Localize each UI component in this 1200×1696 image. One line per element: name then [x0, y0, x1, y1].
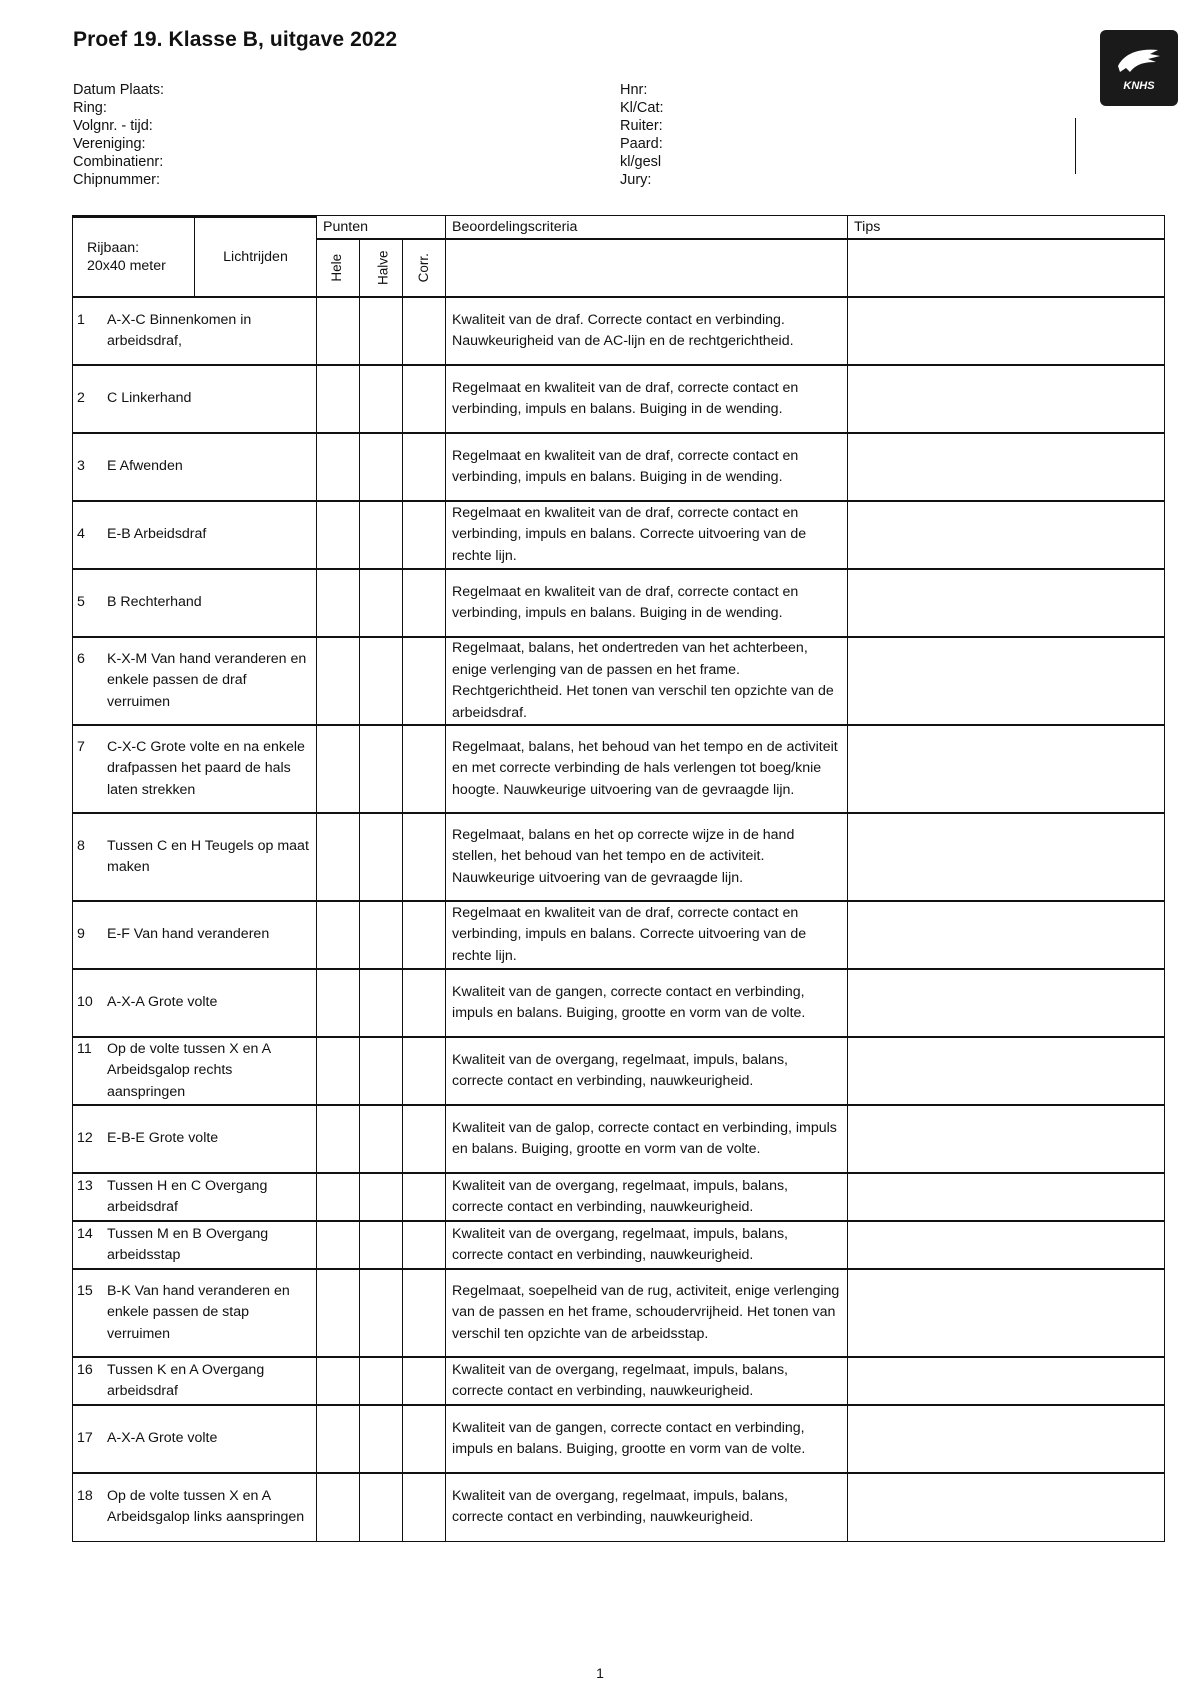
exercise-number: 14 — [77, 1225, 93, 1242]
criteria-cell: Kwaliteit van de gangen, correcte contact en verbinding, impuls en balans. Buiging, grootte en vorm van de volte. — [446, 969, 848, 1037]
score-halve-cell[interactable] — [360, 501, 403, 569]
score-corr-cell[interactable] — [403, 1269, 446, 1357]
exercise-number: 3 — [77, 458, 85, 475]
criteria-cell: Kwaliteit van de overgang, regelmaat, impuls, balans, correcte contact en verbinding, nauwkeurigheid. — [446, 1473, 848, 1541]
exercise-number: 6 — [77, 650, 85, 667]
criteria-cell: Regelmaat, balans, het ondertreden van het achterbeen, enige verlenging van de passen en het frame. Rechtgerichtheid. Het tonen van verschil ten opzichte van de arbeidsdraf. — [446, 637, 848, 725]
info-field: Volgnr. - tijd: — [73, 118, 153, 134]
criteria-cell: Regelmaat en kwaliteit van de draf, correcte contact en verbinding, impuls en balans. Buiging in de wending. — [446, 365, 848, 433]
table-row — [73, 297, 1165, 365]
corr-header — [403, 239, 446, 297]
score-hele-cell[interactable] — [317, 1105, 360, 1173]
score-hele-cell[interactable] — [317, 969, 360, 1037]
table-row — [73, 501, 1165, 569]
exercise-cell — [73, 1221, 317, 1269]
criteria-cell: Kwaliteit van de overgang, regelmaat, impuls, balans, correcte contact en verbinding, nauwkeurigheid. — [446, 1357, 848, 1405]
score-halve-cell[interactable] — [360, 969, 403, 1037]
tips-cell[interactable] — [848, 1405, 1165, 1473]
criteria-cell: Kwaliteit van de gangen, correcte contact en verbinding, impuls en balans. Buiging, grootte en vorm van de volte. — [446, 1405, 848, 1473]
exercise-cell — [73, 365, 317, 433]
exercise-cell — [73, 1405, 317, 1473]
tips-cell[interactable] — [848, 1105, 1165, 1173]
table-row — [73, 1221, 1165, 1269]
score-halve-cell[interactable] — [360, 1405, 403, 1473]
score-corr-cell[interactable] — [403, 1405, 446, 1473]
info-field: Jury: — [620, 172, 652, 188]
halve-header — [360, 239, 403, 297]
score-corr-cell[interactable] — [403, 501, 446, 569]
criteria-cell: Kwaliteit van de overgang, regelmaat, impuls, balans, correcte contact en verbinding, nauwkeurigheid. — [446, 1221, 848, 1269]
score-corr-cell[interactable] — [403, 1357, 446, 1405]
info-field: Chipnummer: — [73, 172, 161, 188]
score-hele-cell[interactable] — [317, 1473, 360, 1541]
tips-cell[interactable] — [848, 969, 1165, 1037]
tips-cell[interactable] — [848, 637, 1165, 725]
score-hele-cell[interactable] — [317, 433, 360, 501]
score-hele-cell[interactable] — [317, 569, 360, 637]
tips-cell[interactable] — [848, 433, 1165, 501]
criteria-cell: Regelmaat en kwaliteit van de draf, correcte contact en verbinding, impuls en balans. Correcte uitvoering van de rechte lijn. — [446, 901, 848, 969]
criteria-blank — [446, 239, 848, 297]
score-halve-cell[interactable] — [360, 901, 403, 969]
score-halve-cell[interactable] — [360, 725, 403, 813]
exercise-number: 8 — [77, 837, 85, 854]
exercise-cell — [73, 1173, 317, 1221]
criteria-cell: Regelmaat en kwaliteit van de draf, correcte contact en verbinding, impuls en balans. Correcte uitvoering van de rechte lijn. — [446, 501, 848, 569]
table-row — [73, 365, 1165, 433]
table-row — [73, 637, 1165, 725]
punten-header: Punten — [317, 216, 446, 240]
exercise-text: B-K Van hand veranderen en enkele passen de stap verruimen — [107, 1282, 290, 1342]
tips-cell[interactable] — [848, 1357, 1165, 1405]
exercise-text: Op de volte tussen X en A Arbeidsgalop links aanspringen — [107, 1487, 305, 1526]
tips-cell[interactable] — [848, 1269, 1165, 1357]
info-field: Datum Plaats: — [73, 82, 165, 98]
score-halve-cell[interactable] — [360, 637, 403, 725]
score-corr-cell[interactable] — [403, 637, 446, 725]
table-row — [73, 569, 1165, 637]
exercise-text: E-B Arbeidsdraf — [107, 526, 207, 543]
exercise-cell — [73, 1473, 317, 1541]
score-hele-cell[interactable] — [317, 1269, 360, 1357]
exercise-text: C-X-C Grote volte en na enkele drafpassen het paard de hals laten strekken — [107, 738, 305, 798]
table-row — [73, 1357, 1165, 1405]
exercise-text: Tussen C en H Teugels op maat maken — [107, 837, 309, 875]
score-corr-cell[interactable] — [403, 433, 446, 501]
tips-cell[interactable] — [848, 501, 1165, 569]
exercise-text: B Rechterhand — [107, 594, 202, 611]
tips-cell[interactable] — [848, 297, 1165, 365]
exercise-text: A-X-C Binnenkomen in arbeidsdraf, — [107, 311, 252, 349]
logo-text: KNHS — [1123, 80, 1155, 92]
exercise-number: 16 — [77, 1361, 93, 1378]
exercise-cell — [73, 637, 317, 725]
exercise-cell — [73, 1105, 317, 1173]
info-field: Paard: — [620, 136, 663, 152]
score-hele-cell[interactable] — [317, 725, 360, 813]
score-corr-cell[interactable] — [403, 365, 446, 433]
halve-label: Halve — [375, 250, 391, 285]
table-row — [73, 1173, 1165, 1221]
exercise-number: 2 — [77, 390, 85, 407]
criteria-cell: Regelmaat en kwaliteit van de draf, correcte contact en verbinding, impuls en balans. Buiging in de wending. — [446, 433, 848, 501]
info-right-block — [620, 81, 664, 189]
exercise-cell — [73, 569, 317, 637]
info-field: kl/gesl — [620, 154, 662, 170]
exercise-number: 12 — [77, 1130, 93, 1147]
exercise-number: 18 — [77, 1487, 93, 1504]
score-halve-cell[interactable] — [360, 433, 403, 501]
exercise-number: 11 — [77, 1040, 92, 1057]
exercise-cell — [73, 433, 317, 501]
tips-cell[interactable] — [848, 725, 1165, 813]
score-hele-cell[interactable] — [317, 901, 360, 969]
exercise-number: 1 — [77, 311, 85, 328]
exercise-text: Tussen H en C Overgang arbeidsdraf — [107, 1177, 268, 1215]
tips-cell[interactable] — [848, 901, 1165, 969]
exercise-cell — [73, 969, 317, 1037]
arena-label — [73, 217, 195, 296]
exercise-cell — [73, 813, 317, 901]
score-table — [72, 215, 1165, 1542]
tips-cell[interactable] — [848, 365, 1165, 433]
score-halve-cell[interactable] — [360, 1221, 403, 1269]
knhs-logo — [1100, 30, 1178, 106]
tips-cell[interactable] — [848, 1473, 1165, 1541]
score-hele-cell[interactable] — [317, 1405, 360, 1473]
exercise-cell — [73, 1357, 317, 1405]
score-halve-cell[interactable] — [360, 1173, 403, 1221]
score-corr-cell[interactable] — [403, 901, 446, 969]
exercise-text: A-X-A Grote volte — [107, 994, 218, 1011]
score-halve-cell[interactable] — [360, 813, 403, 901]
exercise-text: K-X-M Van hand veranderen en enkele passen de draf verruimen — [107, 650, 307, 710]
score-hele-cell[interactable] — [317, 501, 360, 569]
tips-cell[interactable] — [848, 813, 1165, 901]
score-corr-cell[interactable] — [403, 813, 446, 901]
table-row — [73, 813, 1165, 901]
criteria-cell: Kwaliteit van de overgang, regelmaat, impuls, balans, correcte contact en verbinding, nauwkeurigheid. — [446, 1173, 848, 1221]
score-hele-cell[interactable] — [317, 297, 360, 365]
score-halve-cell[interactable] — [360, 569, 403, 637]
score-corr-cell[interactable] — [403, 297, 446, 365]
tips-blank — [848, 239, 1165, 297]
exercise-number: 9 — [77, 926, 85, 943]
page-number: 1 — [596, 1665, 604, 1681]
score-corr-cell[interactable] — [403, 1037, 446, 1105]
criteria-header: Beoordelingscriteria — [446, 216, 848, 240]
score-corr-cell[interactable] — [403, 969, 446, 1037]
info-field: Ruiter: — [620, 118, 663, 134]
exercise-number: 17 — [77, 1430, 93, 1447]
exercise-text: Tussen K en A Overgang arbeidsdraf — [107, 1361, 265, 1399]
score-halve-cell[interactable] — [360, 1473, 403, 1541]
exercise-cell — [73, 297, 317, 365]
table-row — [73, 1269, 1165, 1357]
tips-cell[interactable] — [848, 1037, 1165, 1105]
score-hele-cell[interactable] — [317, 637, 360, 725]
score-halve-cell[interactable] — [360, 1357, 403, 1405]
score-halve-cell[interactable] — [360, 365, 403, 433]
exercise-text: E Afwenden — [107, 458, 183, 475]
score-corr-cell[interactable] — [403, 1473, 446, 1541]
info-field: Hnr: — [620, 82, 648, 98]
info-field: Kl/Cat: — [620, 100, 664, 116]
score-halve-cell[interactable] — [360, 1269, 403, 1357]
tips-cell[interactable] — [848, 1221, 1165, 1269]
hele-header — [317, 239, 360, 297]
exercise-cell — [73, 501, 317, 569]
exercise-cell — [73, 901, 317, 969]
lichtrijden-label: Lichtrijden — [223, 249, 288, 265]
arena-size-text: 20x40 meter — [87, 258, 166, 274]
table-row — [73, 1405, 1165, 1473]
info-field: Ring: — [73, 100, 107, 116]
exercise-number: 4 — [77, 526, 85, 543]
score-hele-cell[interactable] — [317, 1173, 360, 1221]
page-title: Proef 19. Klasse B, uitgave 2022 — [73, 28, 398, 51]
score-halve-cell[interactable] — [360, 1105, 403, 1173]
exercise-text: A-X-A Grote volte — [107, 1430, 218, 1447]
exercise-cell — [73, 1037, 317, 1105]
score-corr-cell[interactable] — [403, 1173, 446, 1221]
criteria-cell: Kwaliteit van de draf. Correcte contact en verbinding. Nauwkeurigheid van de AC-lijn en de rechtgerichtheid. — [446, 297, 848, 365]
exercise-text: C Linkerhand — [107, 390, 192, 407]
tips-header: Tips — [848, 216, 1165, 240]
table-row — [73, 1473, 1165, 1541]
exercise-number: 15 — [77, 1282, 93, 1299]
exercise-text: Op de volte tussen X en A Arbeidsgalop rechts aanspringen — [107, 1040, 271, 1100]
criteria-cell: Regelmaat en kwaliteit van de draf, correcte contact en verbinding, impuls en balans. Buiging in de wending. — [446, 569, 848, 637]
table-row — [73, 725, 1165, 813]
score-hele-cell[interactable] — [317, 1357, 360, 1405]
exercise-text: Tussen M en B Overgang arbeidsstap — [107, 1225, 269, 1263]
score-corr-cell[interactable] — [403, 1221, 446, 1269]
table-row — [73, 1037, 1165, 1105]
hele-label: Hele — [329, 253, 345, 282]
score-corr-cell[interactable] — [403, 725, 446, 813]
score-hele-cell[interactable] — [317, 1221, 360, 1269]
criteria-cell: Kwaliteit van de galop, correcte contact en verbinding, impuls en balans. Buiging, grootte en vorm van de volte. — [446, 1105, 848, 1173]
exercise-text: E-F Van hand veranderen — [107, 926, 270, 943]
table-row — [73, 1105, 1165, 1173]
info-field: Combinatienr: — [73, 154, 164, 170]
table-row — [73, 433, 1165, 501]
exercise-cell — [73, 1269, 317, 1357]
tips-cell[interactable] — [848, 569, 1165, 637]
criteria-cell: Regelmaat, balans en het op correcte wijze in de hand stellen, het behoud van het tempo en de activiteit. Nauwkeurige uitvoering van de gevraagde lijn. — [446, 813, 848, 901]
tips-cell[interactable] — [848, 1173, 1165, 1221]
exercise-cell — [73, 725, 317, 813]
score-hele-cell[interactable] — [317, 813, 360, 901]
horse-head-icon — [1114, 44, 1164, 78]
criteria-cell: Kwaliteit van de overgang, regelmaat, impuls, balans, correcte contact en verbinding, nauwkeurigheid. — [446, 1037, 848, 1105]
divider — [1075, 118, 1076, 174]
exercise-number: 7 — [77, 738, 85, 755]
info-field: Vereniging: — [73, 136, 146, 152]
exercise-text: E-B-E Grote volte — [107, 1130, 219, 1147]
exercise-number: 10 — [77, 994, 93, 1011]
arena-label-text: Rijbaan: — [87, 240, 140, 256]
arena-header-cell — [73, 216, 317, 298]
score-hele-cell[interactable] — [317, 365, 360, 433]
criteria-cell: Regelmaat, balans, het behoud van het tempo en de activiteit en met correcte verbinding de hals verlengen tot boeg/knie hoogte. Nauwkeurige uitvoering van de gevraagde lijn. — [446, 725, 848, 813]
score-halve-cell[interactable] — [360, 297, 403, 365]
table-row — [73, 969, 1165, 1037]
score-corr-cell[interactable] — [403, 569, 446, 637]
exercise-number: 5 — [77, 594, 85, 611]
table-row — [73, 901, 1165, 969]
corr-label: Corr. — [415, 252, 431, 283]
exercise-number: 13 — [77, 1177, 93, 1194]
score-halve-cell[interactable] — [360, 1037, 403, 1105]
criteria-cell: Regelmaat, soepelheid van de rug, activiteit, enige verlenging van de passen en het frame, schoudervrijheid. Het tonen van verschil ten opzichte van de arbeidsstap. — [446, 1269, 848, 1357]
score-hele-cell[interactable] — [317, 1037, 360, 1105]
score-corr-cell[interactable] — [403, 1105, 446, 1173]
info-left-block — [73, 81, 164, 189]
